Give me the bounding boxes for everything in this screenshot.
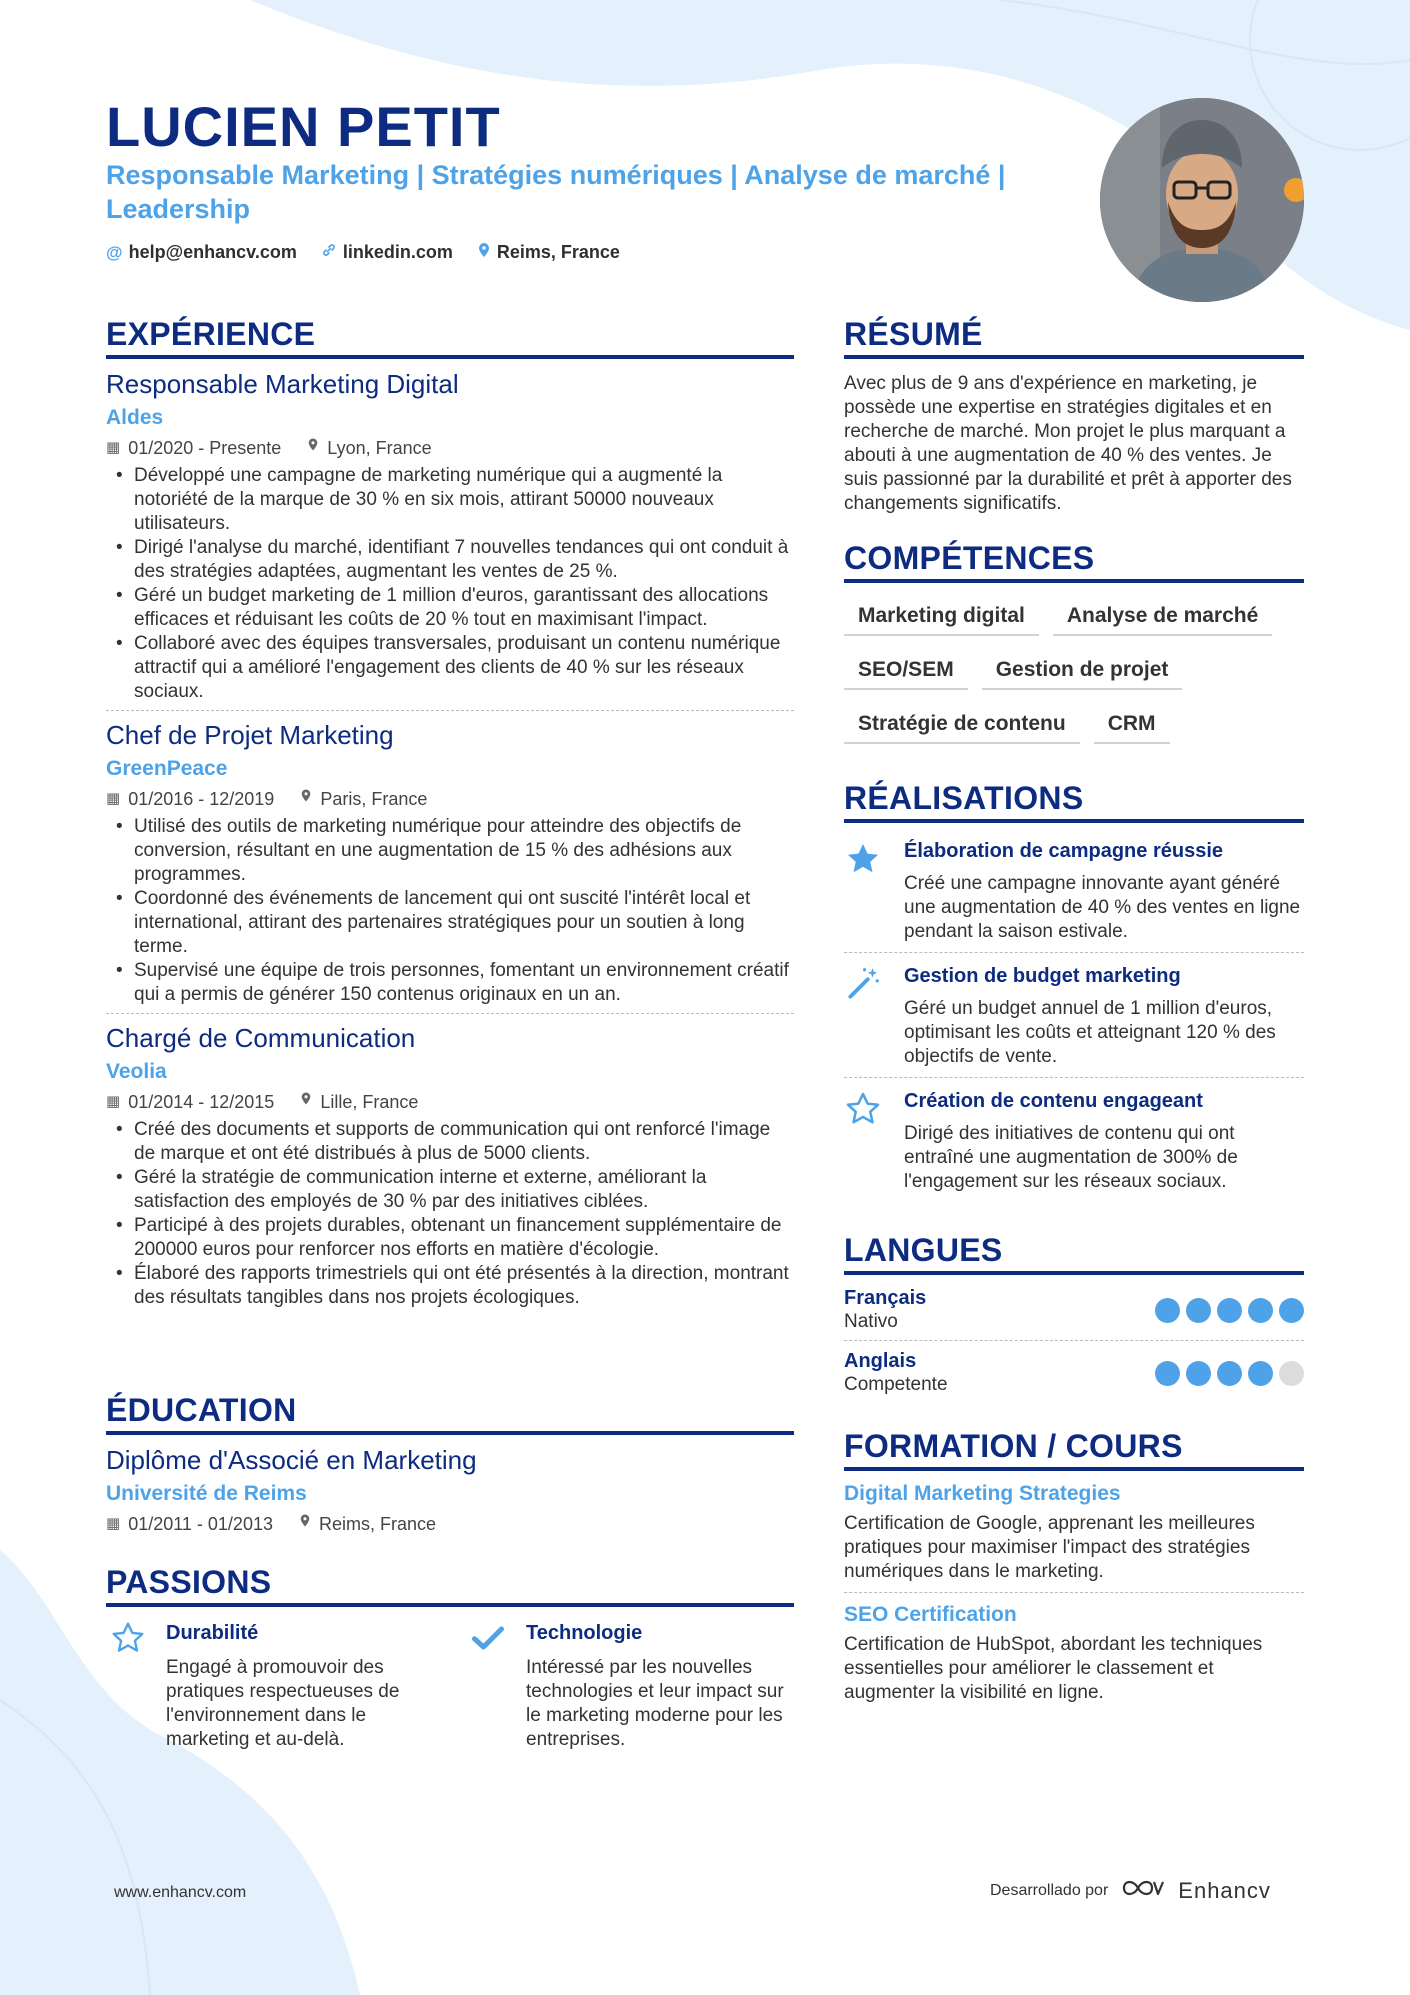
calendar-icon: ▦: [106, 1093, 121, 1110]
job-location: Paris, France: [320, 789, 428, 809]
email-text: help@enhancv.com: [128, 242, 297, 262]
candidate-name: LUCIEN PETIT: [106, 95, 501, 158]
job-location: Lille, France: [320, 1092, 419, 1112]
linkedin-text: linkedin.com: [342, 242, 453, 262]
language-rating: [1155, 1298, 1304, 1323]
divider: [844, 1077, 1304, 1078]
profile-photo: [1100, 98, 1304, 302]
skill-tag: Stratégie de contenu: [844, 712, 1080, 744]
at-icon: @: [106, 242, 123, 262]
degree-title: Diplôme d'Associé en Marketing: [106, 1445, 477, 1475]
contact-email[interactable]: [106, 242, 297, 263]
job-entry: [106, 368, 794, 711]
language-item: [844, 1286, 1304, 1334]
bullet-item: • Supervisé une équipe de trois personnes, fomentant un environnement créatif qui a permis de générer 150 contenus originaux en un an.: [106, 959, 794, 1007]
location-pin-icon: [300, 787, 312, 811]
course-item: [844, 1480, 1304, 1584]
job-location: Lyon, France: [327, 438, 432, 458]
bullet-item: • Géré la stratégie de communication interne et externe, améliorant la satisfaction des employés de 30 % par des initiatives ciblées.: [106, 1166, 794, 1214]
bullet-item: • Coordonné des événements de lancement qui ont suscité l'intérêt local et international, attirant des partenaires stratégiques pour un soutien à long terme.: [106, 887, 794, 959]
language-name: Français: [844, 1287, 927, 1309]
course-description: Certification de HubSpot, abordant les techniques essentielles pour améliorer le classement et augmenter la visibilité en ligne.: [844, 1634, 1263, 1703]
powered-by-text: Desarrollado por: [990, 1881, 1109, 1899]
location-text: Reims, France: [496, 242, 620, 262]
link-icon: [321, 242, 337, 263]
job-meta: [106, 436, 794, 460]
passion-description: Intéressé par les nouvelles technologies et leur impact sur le marketing moderne pour les entreprises.: [526, 1657, 784, 1750]
courses-list: [844, 1480, 1304, 1705]
education-entry: [106, 1444, 794, 1536]
achievement-item: [844, 1088, 1304, 1194]
passion-item: [110, 1620, 440, 1752]
job-entry: [106, 1022, 794, 1310]
experience-list: [106, 368, 794, 1310]
footer-website[interactable]: www.enhancv.com: [114, 1884, 247, 1901]
job-dates: 01/2020 - Presente: [128, 438, 282, 458]
job-bullets: [106, 1118, 794, 1310]
job-title: Chef de Projet Marketing: [106, 720, 394, 750]
achievement-description: Créé une campagne innovante ayant généré une augmentation de 40 % des ventes en ligne pendant la saison estivale.: [904, 873, 1301, 942]
job-bullets: [106, 464, 794, 704]
course-description: Certification de Google, apprenant les meilleures pratiques pour maximiser l'impact des stratégies numériques dans le marketing.: [844, 1513, 1255, 1582]
divider: [844, 1592, 1304, 1593]
bullet-item: • Développé une campagne de marketing numérique qui a augmenté la notoriété de la marque de 30 % en six mois, attirant 50000 nouveaux utilisateurs.: [106, 464, 794, 536]
achievements-list: [844, 838, 1304, 1194]
calendar-icon: ▦: [106, 790, 121, 807]
star-outline-icon: [844, 1088, 888, 1194]
skill-tag: Analyse de marché: [1053, 604, 1272, 636]
rating-dot-filled: [1217, 1298, 1242, 1323]
languages-section-title: LANGUES: [844, 1232, 1304, 1275]
experience-section-title: EXPÉRIENCE: [106, 316, 794, 359]
school-name: Université de Reims: [106, 1482, 307, 1505]
rating-dot-filled: [1186, 1298, 1211, 1323]
job-dates: 01/2016 - 12/2019: [128, 789, 275, 809]
job-dates: 01/2014 - 12/2015: [128, 1092, 275, 1112]
course-title: Digital Marketing Strategies: [844, 1482, 1121, 1505]
divider: [106, 1013, 794, 1014]
language-level: Nativo: [844, 1311, 898, 1332]
footer-branding: [990, 1876, 1271, 1905]
rating-dot-filled: [1186, 1361, 1211, 1386]
calendar-icon: ▦: [106, 1515, 121, 1532]
language-name: Anglais: [844, 1350, 917, 1372]
courses-section-title: FORMATION / COURS: [844, 1428, 1304, 1471]
checkmark-icon: [470, 1620, 510, 1752]
achievement-description: Dirigé des initiatives de contenu qui ont entraîné une augmentation de 300% de l'engagement sur les réseaux sociaux.: [904, 1123, 1238, 1192]
bullet-item: • Élaboré des rapports trimestriels qui ont été présentés à la direction, montrant des résultats tangibles dans nos projets écologiques.: [106, 1262, 794, 1310]
rating-dot-filled: [1248, 1298, 1273, 1323]
job-meta: [106, 1090, 794, 1114]
rating-dot-filled: [1155, 1361, 1180, 1386]
divider: [844, 1340, 1304, 1341]
skill-tag: CRM: [1094, 712, 1170, 744]
bullet-item: • Collaboré avec des équipes transversales, produisant un contenu numérique attractif qui a amélioré l'engagement des clients de 40 % sur les réseaux sociaux.: [106, 632, 794, 704]
passion-title: Technologie: [526, 1622, 643, 1644]
skills-list: [844, 604, 1304, 744]
skill-tag: SEO/SEM: [844, 658, 968, 690]
language-rating: [1155, 1361, 1304, 1386]
magic-wand-icon: [844, 963, 888, 1069]
education-dates: 01/2011 - 01/2013: [128, 1514, 273, 1534]
skill-tag: Marketing digital: [844, 604, 1039, 636]
summary-text: Avec plus de 9 ans d'expérience en marketing, je possède une expertise en stratégies digitales et en recherche de marché. Mon projet le plus marquant a abouti à une augmentation de 40 % des ventes. Je suis passionné par la durabilité et prêt à apporter des changements significatifs.: [844, 373, 1292, 514]
rating-dot-empty: [1279, 1361, 1304, 1386]
contact-linkedin[interactable]: [321, 242, 453, 263]
passion-item: [470, 1620, 800, 1752]
divider: [844, 952, 1304, 953]
location-pin-icon: [307, 436, 319, 460]
education-meta: [106, 1512, 794, 1536]
job-bullets: [106, 815, 794, 1007]
contact-bar: [106, 242, 620, 263]
location-pin-icon: [477, 242, 491, 263]
star-outline-icon: [110, 1620, 150, 1752]
rating-dot-filled: [1155, 1298, 1180, 1323]
calendar-icon: ▦: [106, 439, 121, 456]
passions-section-title: PASSIONS: [106, 1564, 794, 1607]
bullet-item: • Participé à des projets durables, obtenant un financement supplémentaire de 200000 euros pour renforcer nos efforts en matière d'écologie.: [106, 1214, 794, 1262]
company-name: GreenPeace: [106, 757, 228, 780]
location-pin-icon: [299, 1512, 311, 1536]
passion-description: Engagé à promouvoir des pratiques respectueuses de l'environnement dans le marketing et au-delà.: [166, 1657, 400, 1750]
job-title: Responsable Marketing Digital: [106, 369, 459, 399]
summary-section-title: RÉSUMÉ: [844, 316, 1304, 359]
candidate-subtitle: Responsable Marketing | Stratégies numériques | Analyse de marché | Leadership: [106, 160, 1006, 224]
education-location: Reims, France: [318, 1514, 437, 1534]
job-entry: [106, 719, 794, 1014]
rating-dot-filled: [1248, 1361, 1273, 1386]
skill-tag: Gestion de projet: [982, 658, 1183, 690]
star-filled-icon: [844, 838, 888, 944]
course-item: [844, 1601, 1304, 1705]
achievement-title: Création de contenu engageant: [904, 1090, 1203, 1112]
languages-list: [844, 1286, 1304, 1397]
language-level: Competente: [844, 1374, 948, 1395]
bullet-item: • Créé des documents et supports de communication qui ont renforcé l'image de marque et ont été distribués à plus de 5000 clients.: [106, 1118, 794, 1166]
contact-location: [477, 242, 620, 263]
brand-name: Enhancv: [1178, 1877, 1271, 1903]
achievement-title: Gestion de budget marketing: [904, 965, 1181, 987]
achievements-section-title: RÉALISATIONS: [844, 780, 1304, 823]
education-section-title: ÉDUCATION: [106, 1392, 794, 1435]
enhancv-logo-icon: [1120, 1876, 1166, 1905]
company-name: Veolia: [106, 1060, 167, 1083]
skills-section-title: COMPÉTENCES: [844, 540, 1304, 583]
achievement-title: Élaboration de campagne réussie: [904, 840, 1223, 862]
achievement-item: [844, 838, 1304, 944]
company-name: Aldes: [106, 406, 164, 429]
location-pin-icon: [300, 1090, 312, 1114]
achievement-description: Géré un budget annuel de 1 million d'euros, optimisant les coûts et atteignant 120 % des objectifs de vente.: [904, 998, 1276, 1067]
rating-dot-filled: [1279, 1298, 1304, 1323]
job-meta: [106, 787, 794, 811]
divider: [106, 710, 794, 711]
bullet-item: • Utilisé des outils de marketing numérique pour atteindre des objectifs de conversion, résultant en une augmentation de 15 % des adhésions aux programmes.: [106, 815, 794, 887]
course-title: SEO Certification: [844, 1603, 1017, 1626]
bullet-item: • Dirigé l'analyse du marché, identifiant 7 nouvelles tendances qui ont conduit à des stratégies adaptées, augmentant les ventes de 25 %.: [106, 536, 794, 584]
achievement-item: [844, 963, 1304, 1069]
job-title: Chargé de Communication: [106, 1023, 416, 1053]
bullet-item: • Géré un budget marketing de 1 million d'euros, garantissant des allocations efficaces et réduisant les coûts de 20 % tout en maximisant l'impact.: [106, 584, 794, 632]
rating-dot-filled: [1217, 1361, 1242, 1386]
passion-title: Durabilité: [166, 1622, 259, 1644]
language-item: [844, 1349, 1304, 1397]
